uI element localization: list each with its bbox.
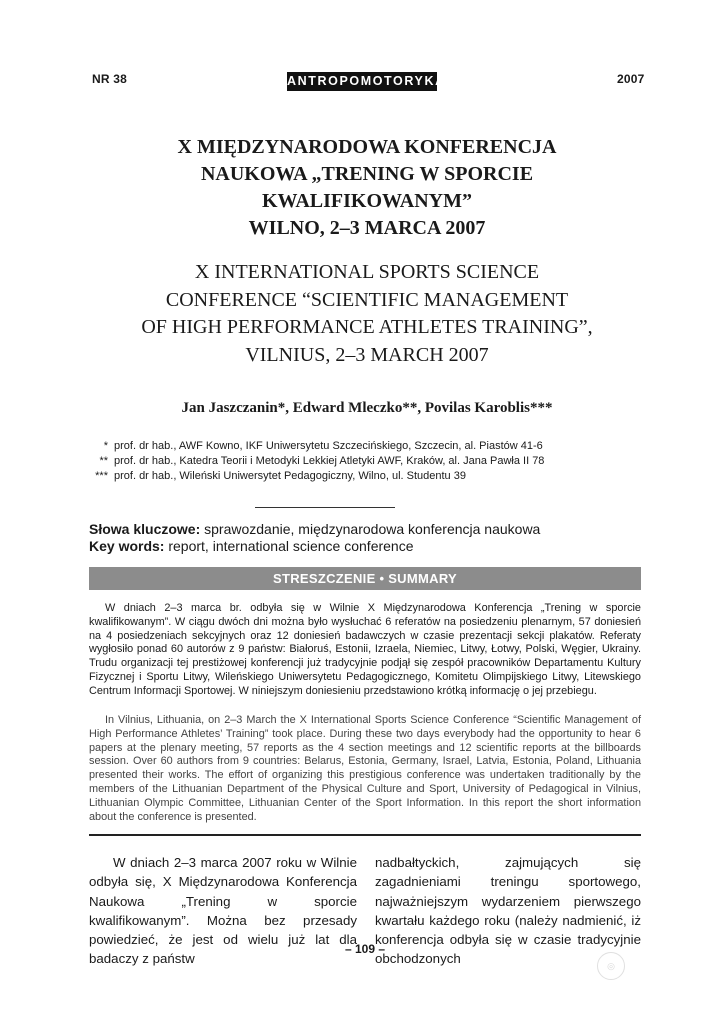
body-column-right: nadbałtyckich, zajmujących się zagadnieniami treningu sportowego, najważniejszym wydarzeniem pierwszego kwartału każdego roku (należy nadmienić, iż konferencja odbyła się w czasie tradycyjnie obchodzonych: [375, 855, 641, 967]
title-polish-line: NAUKOWA „TRENING W SPORCIE: [200, 163, 534, 185]
author-list: Jan Jaszczanin*, Edward Mleczko**, Povilas Karoblis***: [181, 400, 553, 416]
title-polish-line: KWALIFIKOWANYM”: [261, 190, 472, 212]
journal-name-banner: ANTROPOMOTORYKA: [287, 72, 437, 91]
title-english-line: X INTERNATIONAL SPORTS SCIENCE: [194, 261, 540, 283]
separator-line: [255, 507, 395, 508]
affiliation-marker: **: [99, 455, 108, 467]
affiliation-marker: ***: [95, 470, 108, 482]
abstract-polish: W dniach 2–3 marca br. odbyła się w Wilnie X Międzynarodowa Konferencja „Trening w sporcie kwalifikowanym”. W ciągu dwóch dni można było wysłuchać 6 referatów na posiedzeniu plenarnym, 57 doniesień na 4 posiedzeniach sekcyjnych oraz 12 doniesień badawczych w czasie prezentacji sekcji plakatów. Referaty wygłosiło ponad 60 autorów z 9 państw: Białoruś, Estonii, Izraela, Niemiec, Litwy, Łotwy, Polski, Węgier, Ukrainy. Trudu organizacji tej prestiżowej konferencji już tradycyjnie podjął się zespół pracowników Departamentu Kultury Fizycznej i Sportu Litwy, Wileńskiego Uniwersytetu Pedagogicznego, Komitetu Olimpijskiego Litwy, Litewskiego Centrum Informacji Sportowej. W niniejszym doniesieniu przedstawiono krótką informację o jej przebiegu.: [89, 602, 641, 697]
affiliation-text: prof. dr hab., Wileński Uniwersytet Pedagogiczny, Wilno, ul. Studentu 39: [114, 470, 466, 482]
abstract-english: In Vilnius, Lithuania, on 2–3 March the X International Sports Science Conference “Scientific Management of High Performance Athletes’ Training” took place. During these two days everybody had the opportunity to hear 6 papers at the plenary meeting, 57 reports as the 4 section meetings and 12 scientific reports at the billboards session. Over 60 authors from 9 countries: Belarus, Estonia, Germany, Israel, Latvia, Estonia, Poland, Lithuania presented their works. The effort of organizing this prestigious conference was undertaken traditionally by the members of the Lithuanian Department of the Physical Culture and Sport, University of Pedagogical in Vilnius, Lithuanian Olympic Committee, Lithuanian Center of the Sport Information. In this report the short information about the conference is presented.: [89, 714, 641, 823]
summary-heading-bar: STRESZCZENIE • SUMMARY: [89, 567, 641, 590]
keywords-english-text: report, international science conference: [164, 538, 414, 554]
title-english-line: CONFERENCE “SCIENTIFIC MANAGEMENT: [165, 288, 569, 311]
title-english-line: OF HIGH PERFORMANCE ATHLETES TRAINING”,: [141, 316, 593, 338]
body-column-left: W dniach 2–3 marca 2007 roku w Wilnie odbyła się, X Międzynarodowa Konferencja Naukowa „Trening w sporcie kwalifikowanym”. Można bez przesady powiedzieć, że jest od wielu już lat dla badaczy z państw: [89, 855, 357, 967]
affiliation-item: [88, 455, 544, 469]
title-english: [80, 259, 654, 369]
issue-number: NR 38: [92, 72, 128, 86]
page-number: – 109 –: [344, 942, 386, 956]
keywords-polish-text: sprawozdanie, międzynarodowa konferencja naukowa: [200, 521, 541, 537]
keywords-english-label: Key words:: [89, 538, 165, 554]
issue-year: 2007: [617, 72, 645, 86]
affiliation-text: prof. dr hab., AWF Kowno, IKF Uniwersytetu Szczecińskiego, Szczecin, al. Piastów 41-6: [114, 440, 543, 452]
title-english-line: VILNIUS, 2–3 MARCH 2007: [245, 343, 489, 366]
affiliation-item: [88, 440, 543, 454]
library-stamp-icon: ◎: [597, 952, 625, 980]
title-polish: [80, 134, 654, 242]
keywords-polish: [89, 521, 540, 537]
affiliation-text: prof. dr hab., Katedra Teorii i Metodyki Lekkiej Atletyki AWF, Kraków, al. Jana Pawła II 78: [114, 455, 545, 467]
keywords-polish-label: Słowa kluczowe:: [89, 521, 201, 537]
affiliation-item: [88, 470, 466, 484]
title-polish-line: WILNO, 2–3 MARCA 2007: [248, 217, 486, 239]
section-divider: [89, 834, 641, 836]
affiliation-marker: *: [103, 440, 108, 452]
keywords-english: [89, 538, 414, 554]
title-polish-line: X MIĘDZYNARODOWA KONFERENCJA: [177, 136, 557, 158]
